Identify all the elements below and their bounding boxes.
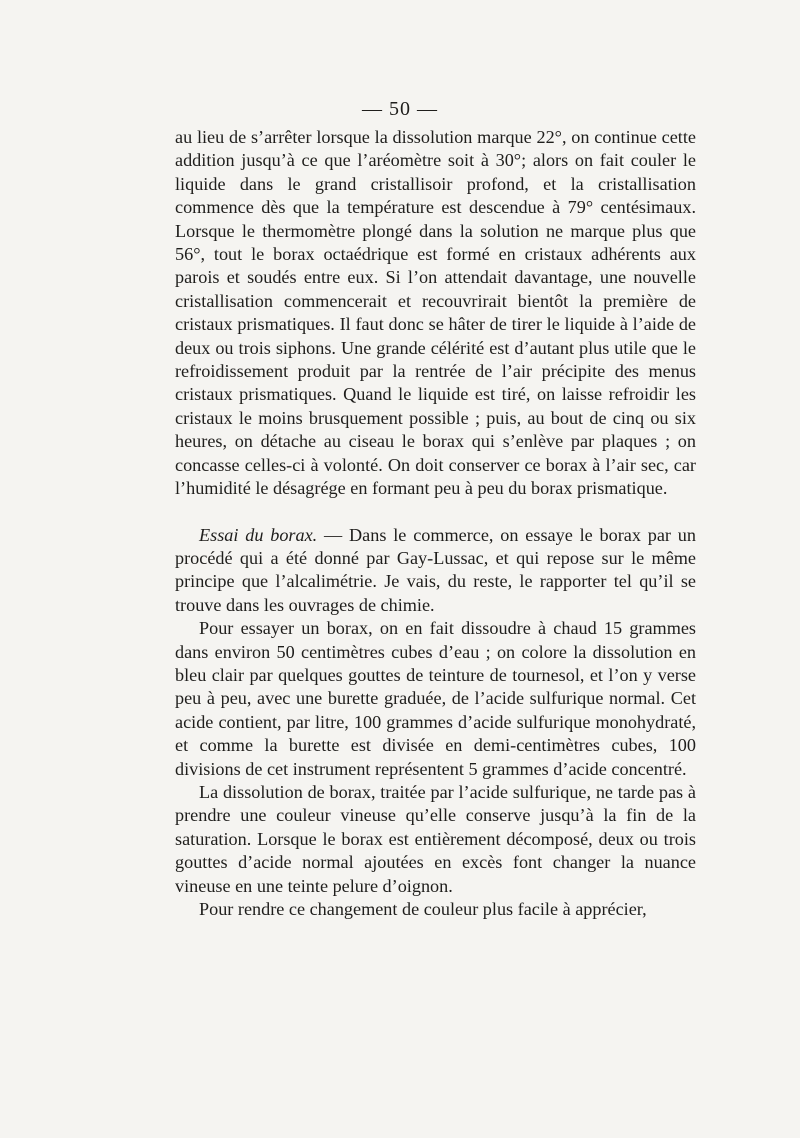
- paragraph-procedure: Pour essayer un borax, on en fait dissoudre à chaud 15 grammes dans environ 50 centimètres cubes d’eau ; on colore la dissolution en bleu clair par quelques gouttes de teinture de tournesol, et l’on y verse peu à peu, avec une burette graduée, de l’acide sulfurique normal. Cet acide contient, par litre, 100 grammes d’acide sulfurique monohydraté, et comme la burette est divisée en demi-centimètres cubes, 100 divisions de cet instrument représentent 5 grammes d’acide concentré.: [175, 618, 696, 779]
- page-number: — 50 —: [362, 98, 438, 120]
- paragraph-crystallization: au lieu de s’arrêter lorsque la dissolution marque 22°, on continue cette addition jusqu’à ce que l’aréomètre soit à 30°; alors on fait couler le liquide dans le grand cristallisoir profond, et la cristallisation commence dès que la température est descendue à 79° centésimaux. Lorsque le thermomètre plongé dans la solution ne marque plus que 56°, tout le borax octaédrique est formé en cristaux adhérents aux parois et soudés entre eux. Si l’on attendait davantage, une nouvelle cristallisation commencerait et recouvrirait bientôt la première de cristaux prismatiques. Il faut donc se hâter de tirer le liquide à l’aide de deux ou trois siphons. Une grande célérité est d’autant plus utile que le refroidissement produit par la rentrée de l’air précipite des menus cristaux prismatiques. Quand le liquide est tiré, on laisse refroidir les cristaux le moins brusquement possible ; puis, au bout de cinq ou six heures, on détache au ciseau le borax qui s’enlève par plaques ; on concasse celles-ci à volonté. On doit conserver ce borax à l’air sec, car l’humidité le désagrége en formant peu à peu du borax prismatique.: [175, 127, 696, 499]
- page-body: [175, 126, 696, 921]
- paragraph-saturation: La dissolution de borax, traitée par l’acide sulfurique, ne tarde pas à prendre une couleur vineuse qu’elle conserve jusqu’à la fin de la saturation. Lorsque le borax est entièrement décomposé, deux ou trois gouttes d’acide normal ajoutées en excès font changer la nuance vineuse en une teinte pelure d’oignon.: [175, 781, 696, 896]
- paragraph-essai-text: — Dans le commerce, on essaye le borax par un procédé qui a été donné par Gay-Lussac, et qui repose sur le même principe que l’alcalimétrie. Je vais, du reste, le rapporter tel qu’il se trouve dans les ouvrages de chimie.: [175, 524, 696, 615]
- paragraph-continuation: Pour rendre ce changement de couleur plus facile à apprécier,: [199, 899, 647, 919]
- section-title-essai-du-borax: Essai du borax.: [199, 524, 318, 545]
- paragraph-essai: [175, 524, 696, 618]
